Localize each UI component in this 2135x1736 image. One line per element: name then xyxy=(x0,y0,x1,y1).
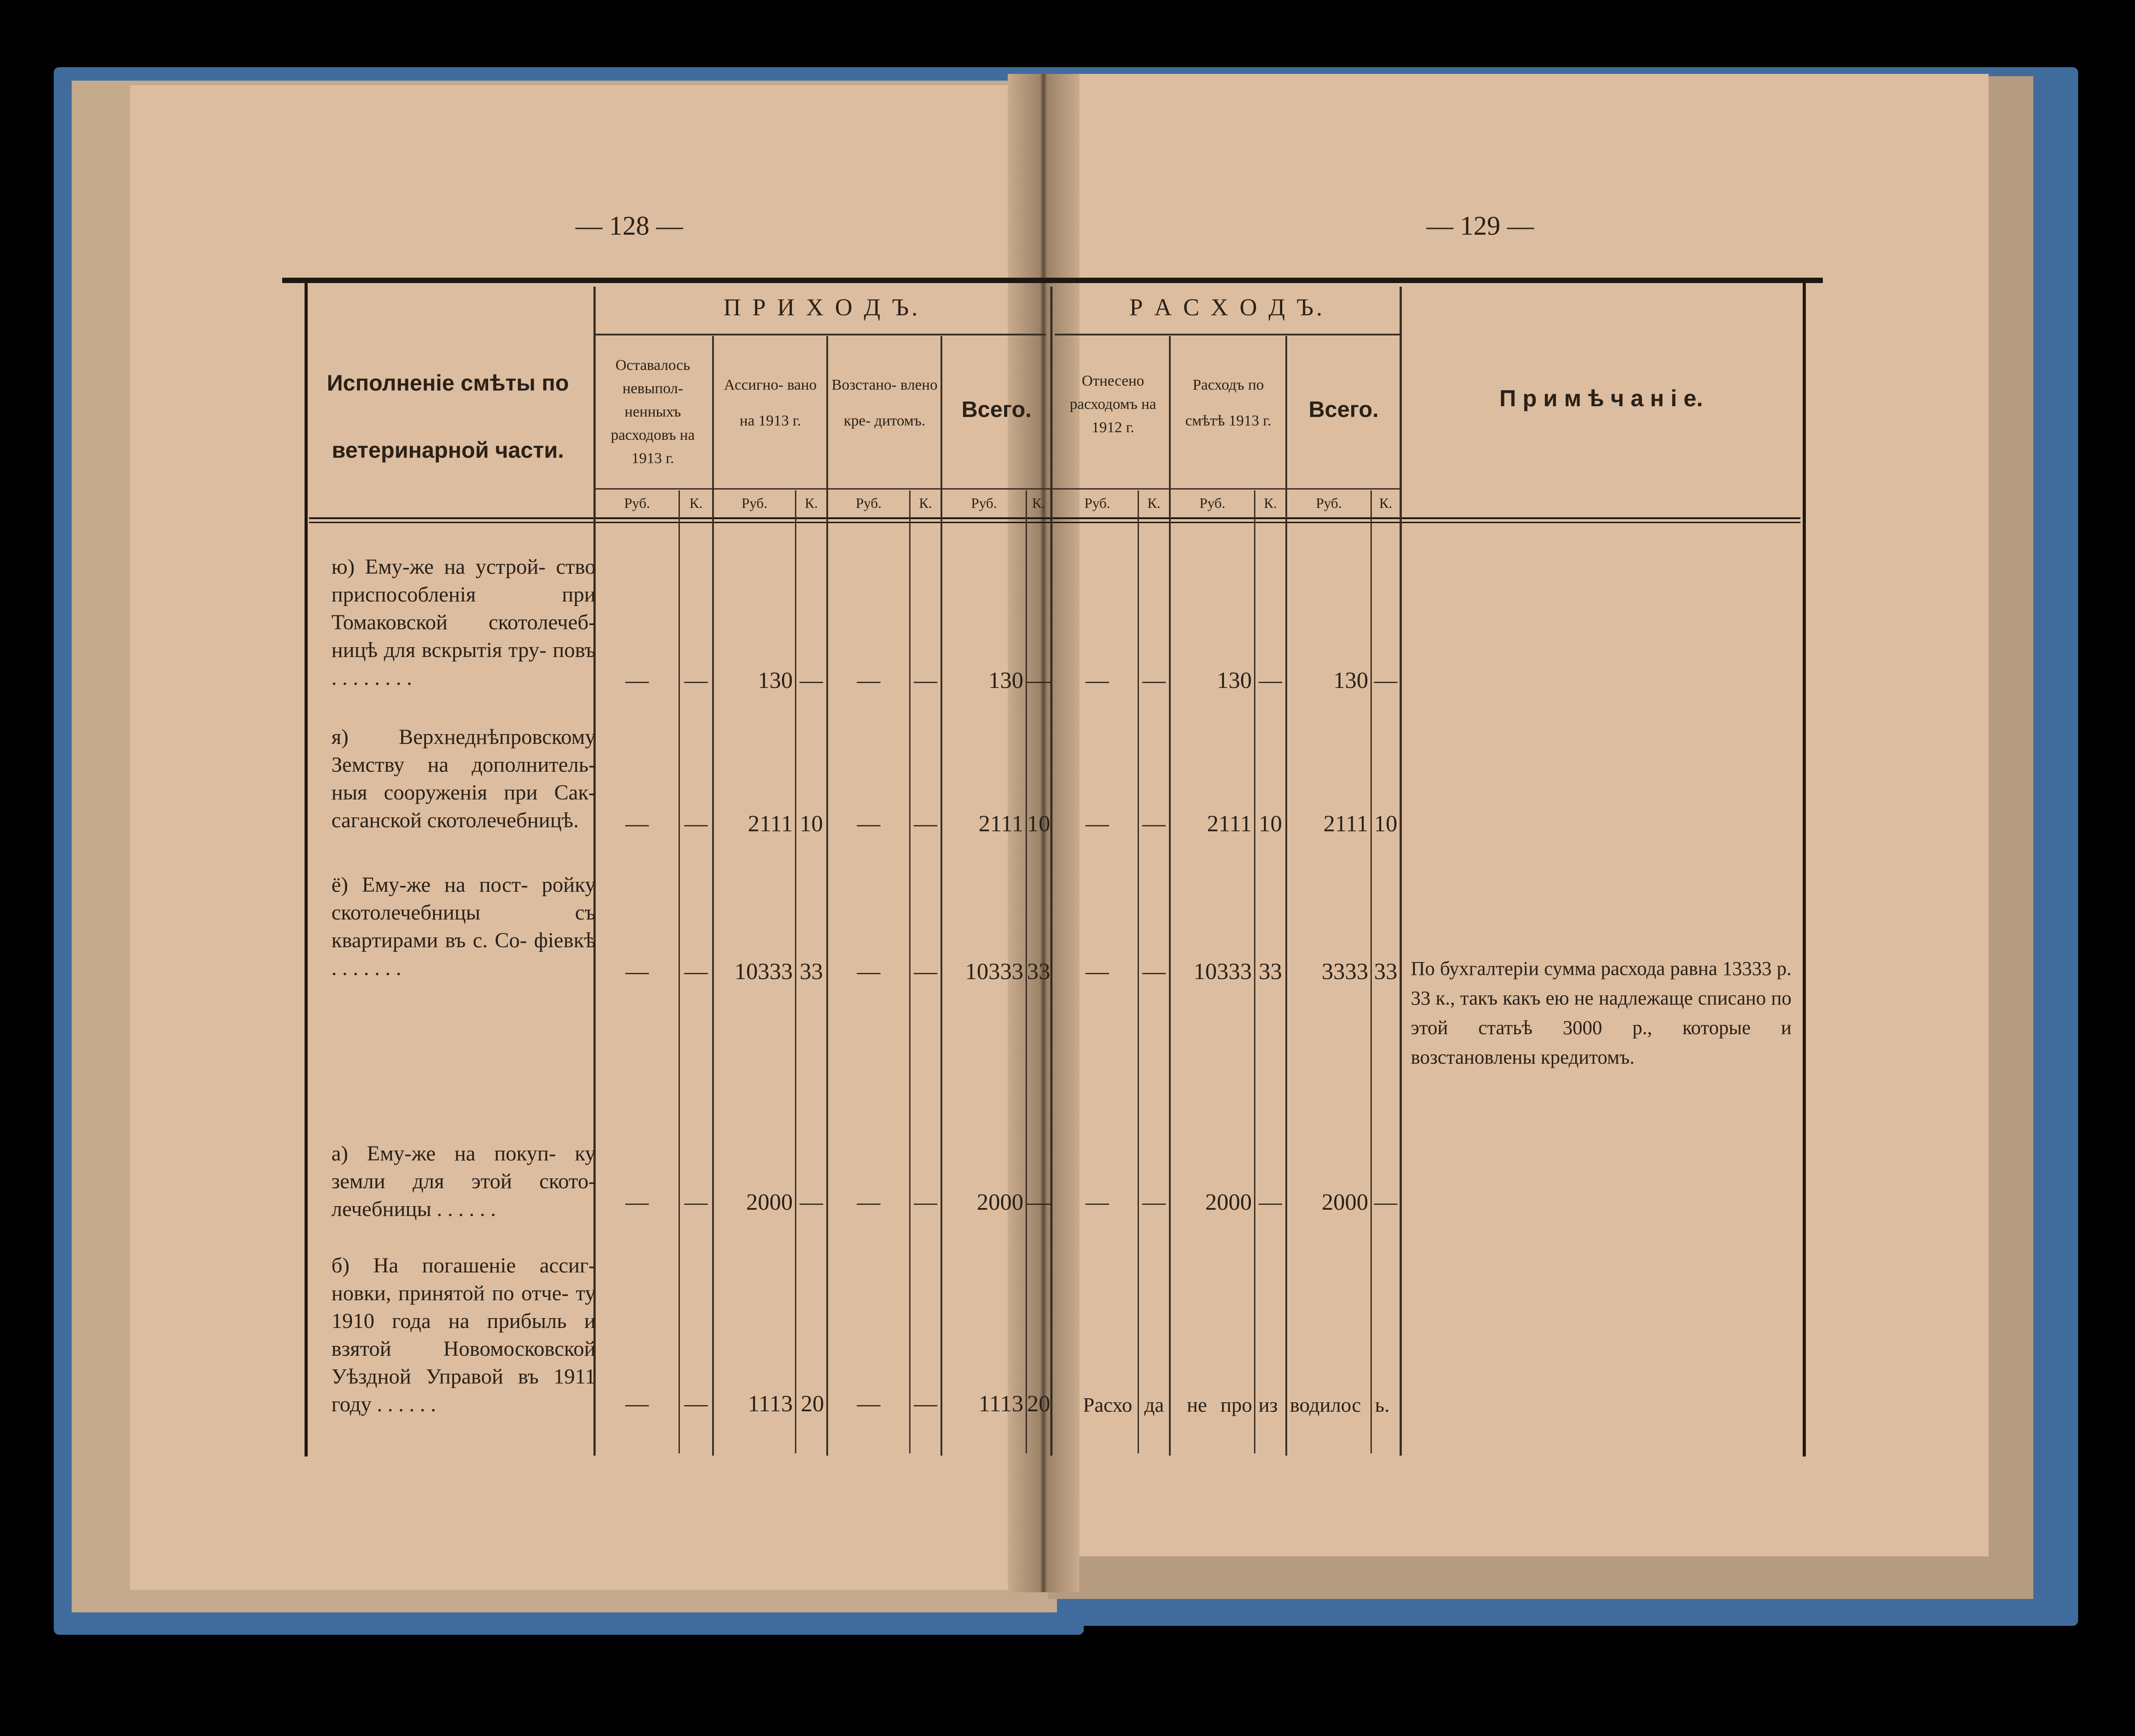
value-cell: — xyxy=(1142,1190,1166,1215)
unit-kop: К. xyxy=(1147,495,1161,511)
value-cell: — xyxy=(625,1391,649,1417)
value-cell: — xyxy=(914,1190,937,1215)
income-header: П Р И Х О Д Ъ. xyxy=(723,294,920,321)
unit-kop: К. xyxy=(689,495,703,511)
value-cell: 1113 xyxy=(747,1391,793,1417)
value-cell: — xyxy=(1374,1190,1397,1215)
value-cell: 2111 xyxy=(978,811,1023,837)
unit-rub: Руб. xyxy=(1084,495,1110,511)
value-cell: 20 xyxy=(1027,1391,1050,1417)
unit-row-line xyxy=(593,488,1400,490)
value-cell: — xyxy=(857,1391,881,1417)
value-cell: — xyxy=(1086,811,1109,837)
col-header-remaining: Оставалось невыпол- ненныхъ расходовъ на 1913 г. xyxy=(610,357,695,467)
unit-kop: К. xyxy=(1263,495,1277,511)
value-cell: — xyxy=(1142,668,1166,693)
value-cell: 2000 xyxy=(1322,1190,1368,1215)
value-cell: 2111 xyxy=(1207,811,1252,837)
value-cell: — xyxy=(914,668,937,693)
not-incurred-text: про xyxy=(1220,1393,1252,1416)
value-cell: 130 xyxy=(758,668,793,693)
not-incurred-text: не xyxy=(1187,1393,1207,1416)
note-header: П р и м ѣ ч а н і е. xyxy=(1499,386,1703,412)
header-bottom-rule-2 xyxy=(309,522,1800,523)
row-description: ё) Ему-же на пост- ройку скотолечебницы съ квартирами въ с. Со- фіевкѣ . . . . . . . xyxy=(331,873,596,980)
col-line xyxy=(1050,287,1052,1456)
table-left-border xyxy=(305,283,308,1457)
unit-kop: К. xyxy=(919,495,932,511)
value-cell: 33 xyxy=(799,959,823,984)
unit-kop: К. xyxy=(804,495,818,511)
unit-rub: Руб. xyxy=(971,495,997,511)
row-description: я) Верхнеднѣпровскому Земству на дополнитель- ныя сооруженія при Сак- саганской скотолечебницѣ. xyxy=(331,725,596,832)
value-cell: 130 xyxy=(1333,668,1368,693)
not-incurred-text: Расхо xyxy=(1083,1393,1133,1416)
value-cell: — xyxy=(914,1391,937,1417)
value-cell: 10 xyxy=(1027,811,1050,837)
value-cell: 10333 xyxy=(1194,959,1252,984)
row-description: б) На погашеніе ассиг- новки, принятой по отче- ту 1910 года на прибыль и взятой Новомосковской Уѣздной Управой въ 1911 году . . . . . . xyxy=(331,1254,596,1416)
value-cell: 10333 xyxy=(735,959,793,984)
value-cell: — xyxy=(857,668,881,693)
unit-rub: Руб. xyxy=(855,495,882,511)
value-cell: — xyxy=(1086,959,1109,984)
value-cell: — xyxy=(684,1190,708,1215)
col-line xyxy=(1400,287,1402,1456)
value-cell: — xyxy=(625,1190,649,1215)
value-cell: 2000 xyxy=(977,1190,1023,1215)
value-cell: 2000 xyxy=(1205,1190,1252,1215)
expense-header-line xyxy=(1055,334,1400,335)
value-cell: 10 xyxy=(1374,811,1397,837)
value-cell: — xyxy=(1027,1190,1050,1215)
value-cell: — xyxy=(1086,668,1109,693)
value-cell: — xyxy=(625,668,649,693)
value-cell: — xyxy=(857,1190,881,1215)
value-cell: 2111 xyxy=(747,811,793,837)
col-header-total-income: Всего. xyxy=(961,397,1032,422)
value-cell: 10 xyxy=(1259,811,1282,837)
page-number-right: — 129 — xyxy=(1426,211,1534,241)
unit-rub: Руб. xyxy=(624,495,650,511)
value-cell: 2000 xyxy=(746,1190,793,1215)
value-cell: — xyxy=(684,1391,708,1417)
top-rule xyxy=(282,278,1823,283)
value-cell: 1113 xyxy=(978,1391,1023,1417)
value-cell: 33 xyxy=(1259,959,1282,984)
col-header-assigned: Ассигно- вано на 1913 г. xyxy=(724,377,817,429)
stub-header: Исполненіе смѣты по ветеринарной части. xyxy=(326,370,569,463)
col-header-total-expense: Всего. xyxy=(1308,397,1379,422)
income-header-line xyxy=(593,334,1046,335)
value-cell: — xyxy=(1142,811,1166,837)
page-number-left: — 128 — xyxy=(576,211,683,241)
value-cell: — xyxy=(799,668,823,693)
value-cell: — xyxy=(625,959,649,984)
value-cell: — xyxy=(684,668,708,693)
value-cell: — xyxy=(1259,668,1282,693)
value-cell: 33 xyxy=(1374,959,1397,984)
value-cell: — xyxy=(625,811,649,837)
row-description: а) Ему-же на покуп- ку земли для этой ското- лечебницы . . . . . . xyxy=(331,1142,596,1221)
col-header-expense-1913: Расходъ по смѣтѣ 1913 г. xyxy=(1185,377,1272,429)
value-cell: — xyxy=(1259,1190,1282,1215)
unit-kop: К. xyxy=(1032,495,1045,511)
value-cell: — xyxy=(799,1190,823,1215)
value-cell: 10333 xyxy=(965,959,1023,984)
value-cell: — xyxy=(914,811,937,837)
unit-rub: Руб. xyxy=(1199,495,1225,511)
note-text: По бухгалтеріи сумма расхода равна 13333 р. 33 к., такъ какъ ею не надлежаще списано по этой статьѣ 3000 р., которые и возстановлены кредитомъ. xyxy=(1411,958,1791,1068)
not-incurred-text: водилос xyxy=(1290,1393,1361,1416)
col-header-charged-1912: Отнесено расходомъ на 1912 г. xyxy=(1070,373,1156,436)
value-cell: 20 xyxy=(801,1391,824,1417)
row-description: ю) Ему-же на устрой- ство приспособленія при Томаковской скотолечеб- ницѣ для вскрытія тру- повъ . . . . . . . . xyxy=(331,555,596,690)
value-cell: — xyxy=(1086,1190,1109,1215)
expense-header: Р А С Х О Д Ъ. xyxy=(1129,294,1325,321)
value-cell: 130 xyxy=(988,668,1023,693)
value-cell: 10 xyxy=(799,811,823,837)
value-cell: — xyxy=(857,959,881,984)
unit-rub: Руб. xyxy=(1316,495,1342,511)
value-cell: — xyxy=(1142,959,1166,984)
not-incurred-text: из xyxy=(1259,1393,1278,1416)
table-right-border xyxy=(1803,283,1806,1457)
value-cell: 33 xyxy=(1027,959,1050,984)
unit-kop: К. xyxy=(1379,495,1392,511)
value-cell: — xyxy=(1027,668,1050,693)
value-cell: — xyxy=(1374,668,1397,693)
value-cell: 3333 xyxy=(1322,959,1368,984)
not-incurred-text: ь. xyxy=(1375,1393,1390,1416)
not-incurred-text: да xyxy=(1144,1393,1164,1416)
col-header-restored: Возстано- влено кре- дитомъ. xyxy=(831,377,938,429)
value-cell: — xyxy=(684,811,708,837)
header-bottom-rule-1 xyxy=(309,517,1800,519)
value-cell: 2111 xyxy=(1323,811,1368,837)
unit-rub: Руб. xyxy=(741,495,768,511)
value-cell: 130 xyxy=(1217,668,1252,693)
value-cell: — xyxy=(857,811,881,837)
value-cell: — xyxy=(684,959,708,984)
value-cell: — xyxy=(914,959,937,984)
